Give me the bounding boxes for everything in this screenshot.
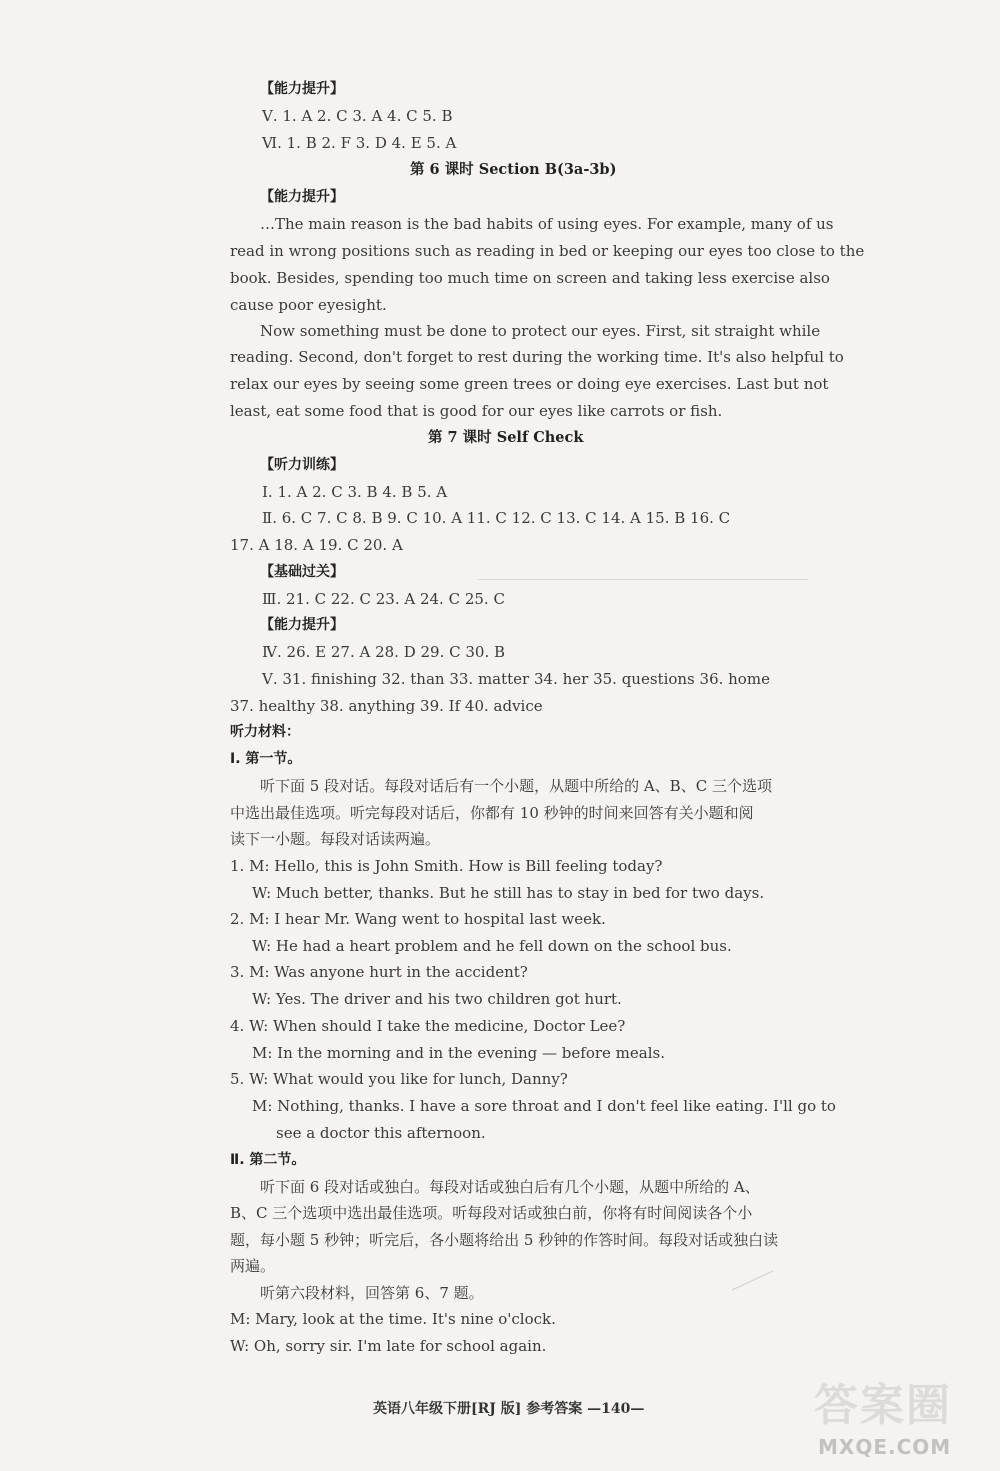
dialogue-line: see a doctor this afternoon. [276,1124,486,1142]
section-heading: 【能力提升】 [260,189,344,205]
section-heading: 听力材料： [230,724,300,740]
dialogue-line: 3. M: Was anyone hurt in the accident? [230,963,528,981]
section-heading: Ⅱ. 第二节。 [230,1152,306,1168]
faint-rule [478,579,808,580]
dialogue-line: M: Mary, look at the time. It's nine o'clock. [230,1310,556,1328]
paragraph-line: book. Besides, spending too much time on screen and taking less exercise also [230,269,830,287]
dialogue-line: M: Nothing, thanks. I have a sore throat and I don't feel like eating. I'll go to [252,1097,836,1115]
answer-line: Ⅲ. 21. C 22. C 23. A 24. C 25. C [262,590,505,608]
paragraph-line: reading. Second, don't forget to rest during the working time. It's also helpful to [230,348,844,366]
page-footer: 英语八年级下册[RJ 版] 参考答案 —140— [373,1401,645,1417]
paragraph-line: B、C 三个选项中选出最佳选项。听每段对话或独白前，你将有时间阅读各个小 [230,1204,753,1222]
dialogue-line: W: Yes. The driver and his two children got hurt. [252,990,622,1008]
watermark-logo-text: 答案圈 [814,1380,952,1431]
answer-line: Ⅵ. 1. B 2. F 3. D 4. E 5. A [262,134,457,152]
dialogue-line: W: Oh, sorry sir. I'm late for school again. [230,1337,547,1355]
dialogue-line: W: Much better, thanks. But he still has to stay in bed for two days. [252,884,765,902]
paragraph-line: read in wrong positions such as reading in bed or keeping our eyes too close to the [230,242,865,260]
dialogue-line: 2. M: I hear Mr. Wang went to hospital last week. [230,910,606,928]
paragraph-line: least, eat some food that is good for our eyes like carrots or fish. [230,402,723,420]
dialogue-line: 4. W: When should I take the medicine, Doctor Lee? [230,1017,626,1035]
section-heading: 【听力训练】 [260,457,344,473]
paragraph-line: 听第六段材料，回答第 6、7 题。 [260,1284,484,1302]
answer-line: Ⅰ. 1. A 2. C 3. B 4. B 5. A [262,483,448,501]
paragraph-line: 读下一小题。每段对话读两遍。 [230,830,441,848]
answer-line: Ⅱ. 6. C 7. C 8. B 9. C 10. A 11. C 12. C 13. C 14. A 15. B 16. C [262,509,731,527]
section-heading: 【能力提升】 [260,617,344,633]
answer-line: Ⅳ. 26. E 27. A 28. D 29. C 30. B [262,643,506,661]
paragraph-line: relax our eyes by seeing some green trees or doing eye exercises. Last but not [230,375,829,393]
section-heading: Ⅰ. 第一节。 [230,751,302,767]
watermark-logo [800,1363,990,1463]
paragraph-line: Now something must be done to protect our eyes. First, sit straight while [260,322,821,340]
watermark-url: MXQE.COM [818,1435,952,1459]
answer-line: 37. healthy 38. anything 39. If 40. advice [230,697,543,715]
lesson-title: 第 7 课时 Self Check [428,429,584,446]
section-heading: 【能力提升】 [260,81,344,97]
dialogue-line: 1. M: Hello, this is John Smith. How is Bill feeling today? [230,857,663,875]
answer-line: Ⅴ. 31. finishing 32. than 33. matter 34. her 35. questions 36. home [262,670,770,688]
dialogue-line: 5. W: What would you like for lunch, Danny? [230,1070,568,1088]
section-heading: 【基础过关】 [260,564,344,580]
paragraph-line: cause poor eyesight. [230,296,387,314]
paragraph-line: 听下面 5 段对话。每段对话后有一个小题，从题中所给的 A、B、C 三个选项 [260,777,772,795]
paragraph-line: …The main reason is the bad habits of using eyes. For example, many of us [260,215,834,233]
paragraph-line: 中选出最佳选项。听完每段对话后，你都有 10 秒钟的时间来回答有关小题和阅 [230,804,754,822]
dialogue-line: M: In the morning and in the evening — before meals. [252,1044,665,1062]
lesson-title: 第 6 课时 Section B(3a-3b) [410,161,617,178]
dialogue-line: W: He had a heart problem and he fell down on the school bus. [252,937,732,955]
answer-line: Ⅴ. 1. A 2. C 3. A 4. C 5. B [262,107,453,125]
faint-scratch [732,1271,773,1291]
paragraph-line: 题，每小题 5 秒钟；听完后，各小题将给出 5 秒钟的作答时间。每段对话或独白读 [230,1231,779,1249]
answer-line: 17. A 18. A 19. C 20. A [230,536,403,554]
paragraph-line: 听下面 6 段对话或独白。每段对话或独白后有几个小题，从题中所给的 A、 [260,1178,760,1196]
paragraph-line: 两遍。 [230,1257,276,1275]
